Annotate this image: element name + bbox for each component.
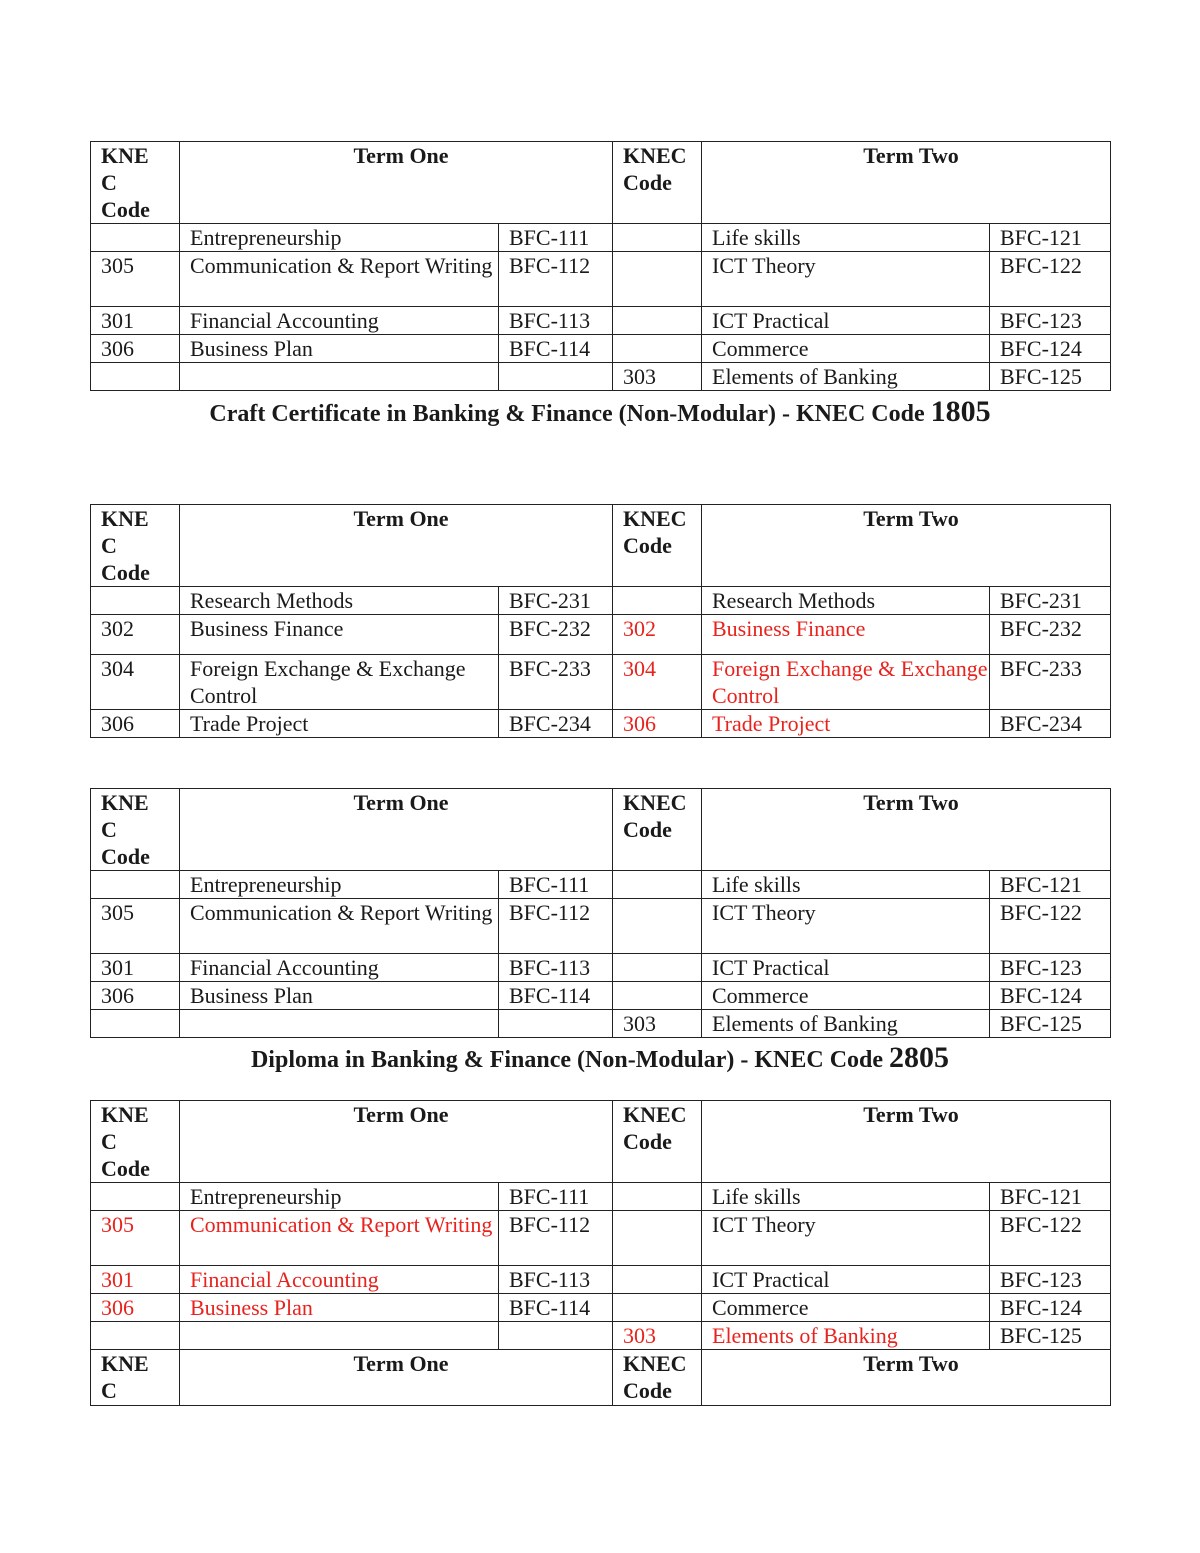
table-header-row	[91, 1101, 1111, 1183]
unit-code-cell: BFC-121	[990, 871, 1111, 899]
knec-code-cell: 302	[613, 615, 702, 655]
unit-code-cell: BFC-114	[499, 335, 613, 363]
unit-code-cell: BFC-125	[990, 1010, 1111, 1038]
subject-cell: Business Plan	[180, 982, 499, 1010]
unit-code-cell: BFC-122	[990, 899, 1111, 954]
subject-cell: Research Methods	[702, 587, 990, 615]
subject-cell: Commerce	[702, 982, 990, 1010]
knec-code-cell: 305	[91, 1211, 180, 1266]
unit-code-cell: BFC-112	[499, 1211, 613, 1266]
knec-code-cell: 305	[91, 899, 180, 954]
unit-code-cell: BFC-124	[990, 335, 1111, 363]
term-two-header: Term Two	[702, 1101, 1111, 1183]
subject-cell: Foreign Exchange & Exchange Control	[180, 655, 499, 710]
subject-cell: Foreign Exchange & Exchange Control	[702, 655, 990, 710]
table-row	[91, 982, 1111, 1010]
knec-code-cell	[91, 1010, 180, 1038]
knec-code-cell	[613, 1211, 702, 1266]
unit-code-cell	[499, 1010, 613, 1038]
unit-code-cell	[499, 1322, 613, 1350]
term-two-header: Term Two	[702, 789, 1111, 871]
table-row	[91, 1183, 1111, 1211]
knec-code-cell: 305	[91, 252, 180, 307]
craft-certificate-heading: Craft Certificate in Banking & Finance (Non-Modular) - KNEC Code 1805	[209, 395, 991, 428]
table-header-row	[91, 1350, 1111, 1406]
subject-cell: Elements of Banking	[702, 1322, 990, 1350]
knec-code-cell	[613, 335, 702, 363]
term-one-header: Term One	[180, 1350, 613, 1406]
table-row	[91, 710, 1111, 738]
knec-code-cell: 306	[91, 1294, 180, 1322]
unit-code-cell: BFC-114	[499, 982, 613, 1010]
knec-code-header: KNE C Code	[91, 1101, 180, 1183]
subject-cell: Commerce	[702, 335, 990, 363]
knec-code-cell	[613, 1266, 702, 1294]
table-row	[91, 1266, 1111, 1294]
term-two-header: Term Two	[702, 1350, 1111, 1406]
unit-code-cell: BFC-111	[499, 1183, 613, 1211]
table-row	[91, 307, 1111, 335]
subject-cell: Entrepreneurship	[180, 871, 499, 899]
knec-code-cell: 306	[91, 710, 180, 738]
knec-code-cell: 303	[613, 363, 702, 391]
table-row	[91, 1211, 1111, 1266]
knec-code-cell	[613, 224, 702, 252]
subject-cell: Communication & Report Writing	[180, 1211, 499, 1266]
subject-cell: Elements of Banking	[702, 363, 990, 391]
knec-code-cell	[91, 224, 180, 252]
knec-code-cell: 301	[91, 307, 180, 335]
table-header-row	[91, 142, 1111, 224]
subject-cell: Trade Project	[702, 710, 990, 738]
subject-cell	[180, 1322, 499, 1350]
course-table-term1-2-a	[90, 141, 1111, 391]
unit-code-cell: BFC-234	[990, 710, 1111, 738]
subject-cell: Entrepreneurship	[180, 1183, 499, 1211]
knec-code-cell: 303	[613, 1322, 702, 1350]
term-one-header: Term One	[180, 789, 613, 871]
knec-code-header: KNE C	[91, 1350, 180, 1406]
table-row	[91, 871, 1111, 899]
unit-code-cell: BFC-111	[499, 871, 613, 899]
subject-cell: Life skills	[702, 871, 990, 899]
subject-cell: Communication & Report Writing	[180, 252, 499, 307]
subject-cell: Trade Project	[180, 710, 499, 738]
unit-code-cell: BFC-113	[499, 307, 613, 335]
table-row	[91, 954, 1111, 982]
unit-code-cell: BFC-112	[499, 252, 613, 307]
knec-code-header-right: KNEC Code	[613, 142, 702, 224]
knec-code-cell	[613, 871, 702, 899]
knec-code-cell: 303	[613, 1010, 702, 1038]
knec-code-cell	[613, 982, 702, 1010]
knec-code-cell	[91, 1322, 180, 1350]
unit-code-cell: BFC-121	[990, 1183, 1111, 1211]
unit-code-cell: BFC-125	[990, 363, 1111, 391]
knec-code-cell: 306	[91, 982, 180, 1010]
knec-code-cell	[91, 587, 180, 615]
table-row	[91, 655, 1111, 710]
table-row	[91, 1010, 1111, 1038]
subject-cell: Business Finance	[702, 615, 990, 655]
unit-code-cell: BFC-231	[990, 587, 1111, 615]
subject-cell: ICT Theory	[702, 1211, 990, 1266]
table-row	[91, 1294, 1111, 1322]
unit-code-cell: BFC-123	[990, 1266, 1111, 1294]
subject-cell	[180, 1010, 499, 1038]
subject-cell: Business Finance	[180, 615, 499, 655]
unit-code-cell: BFC-232	[499, 615, 613, 655]
unit-code-cell: BFC-113	[499, 954, 613, 982]
subject-cell: Research Methods	[180, 587, 499, 615]
course-table-term3-4	[90, 504, 1111, 738]
course-table-diploma	[90, 1100, 1111, 1406]
subject-cell: Financial Accounting	[180, 307, 499, 335]
subject-cell	[180, 363, 499, 391]
unit-code-cell: BFC-124	[990, 1294, 1111, 1322]
knec-code-cell: 302	[91, 615, 180, 655]
knec-code-cell	[91, 871, 180, 899]
table-header-row	[91, 789, 1111, 871]
knec-code-cell: 306	[91, 335, 180, 363]
unit-code-cell: BFC-114	[499, 1294, 613, 1322]
subject-cell: Entrepreneurship	[180, 224, 499, 252]
unit-code-cell: BFC-233	[499, 655, 613, 710]
knec-code-header-right: KNEC Code	[613, 789, 702, 871]
table-row	[91, 1322, 1111, 1350]
course-table-term1-2-b	[90, 788, 1111, 1038]
knec-code-cell: 304	[91, 655, 180, 710]
knec-code-cell: 304	[613, 655, 702, 710]
term-one-header: Term One	[180, 142, 613, 224]
unit-code-cell: BFC-233	[990, 655, 1111, 710]
knec-code-cell	[91, 1183, 180, 1211]
subject-cell: Business Plan	[180, 335, 499, 363]
subject-cell: Elements of Banking	[702, 1010, 990, 1038]
term-one-header: Term One	[180, 505, 613, 587]
knec-code-cell	[613, 252, 702, 307]
table-row	[91, 899, 1111, 954]
knec-code-cell	[613, 899, 702, 954]
table-row	[91, 363, 1111, 391]
subject-cell: Life skills	[702, 1183, 990, 1211]
table-row	[91, 335, 1111, 363]
unit-code-cell: BFC-123	[990, 307, 1111, 335]
knec-code-cell	[613, 1294, 702, 1322]
knec-code-cell: 306	[613, 710, 702, 738]
unit-code-cell: BFC-125	[990, 1322, 1111, 1350]
unit-code-cell: BFC-231	[499, 587, 613, 615]
subject-cell: Financial Accounting	[180, 954, 499, 982]
knec-code-cell	[613, 954, 702, 982]
subject-cell: ICT Theory	[702, 252, 990, 307]
knec-code-cell	[613, 307, 702, 335]
unit-code-cell	[499, 363, 613, 391]
unit-code-cell: BFC-111	[499, 224, 613, 252]
unit-code-cell: BFC-113	[499, 1266, 613, 1294]
subject-cell: ICT Practical	[702, 307, 990, 335]
term-one-header: Term One	[180, 1101, 613, 1183]
unit-code-cell: BFC-124	[990, 982, 1111, 1010]
knec-code-header: KNE C Code	[91, 142, 180, 224]
table-row	[91, 252, 1111, 307]
subject-cell: Communication & Report Writing	[180, 899, 499, 954]
term-two-header: Term Two	[702, 505, 1111, 587]
subject-cell: Life skills	[702, 224, 990, 252]
unit-code-cell: BFC-122	[990, 1211, 1111, 1266]
subject-cell: Commerce	[702, 1294, 990, 1322]
unit-code-cell: BFC-112	[499, 899, 613, 954]
knec-code-cell: 301	[91, 1266, 180, 1294]
subject-cell: Business Plan	[180, 1294, 499, 1322]
unit-code-cell: BFC-123	[990, 954, 1111, 982]
knec-code-cell	[91, 363, 180, 391]
knec-code-header: KNE C Code	[91, 789, 180, 871]
unit-code-cell: BFC-121	[990, 224, 1111, 252]
subject-cell: Financial Accounting	[180, 1266, 499, 1294]
unit-code-cell: BFC-122	[990, 252, 1111, 307]
subject-cell: ICT Theory	[702, 899, 990, 954]
term-two-header: Term Two	[702, 142, 1111, 224]
table-row	[91, 224, 1111, 252]
unit-code-cell: BFC-234	[499, 710, 613, 738]
table-header-row	[91, 505, 1111, 587]
diploma-heading: Diploma in Banking & Finance (Non-Modular) - KNEC Code 2805	[250, 1041, 950, 1074]
knec-code-header-right: KNEC Code	[613, 1350, 702, 1406]
knec-code-header-right: KNEC Code	[613, 1101, 702, 1183]
unit-code-cell: BFC-232	[990, 615, 1111, 655]
knec-code-cell	[613, 587, 702, 615]
knec-code-header: KNE C Code	[91, 505, 180, 587]
knec-code-cell: 301	[91, 954, 180, 982]
knec-code-cell	[613, 1183, 702, 1211]
table-row	[91, 615, 1111, 655]
knec-code-header-right: KNEC Code	[613, 505, 702, 587]
subject-cell: ICT Practical	[702, 954, 990, 982]
table-row	[91, 587, 1111, 615]
subject-cell: ICT Practical	[702, 1266, 990, 1294]
